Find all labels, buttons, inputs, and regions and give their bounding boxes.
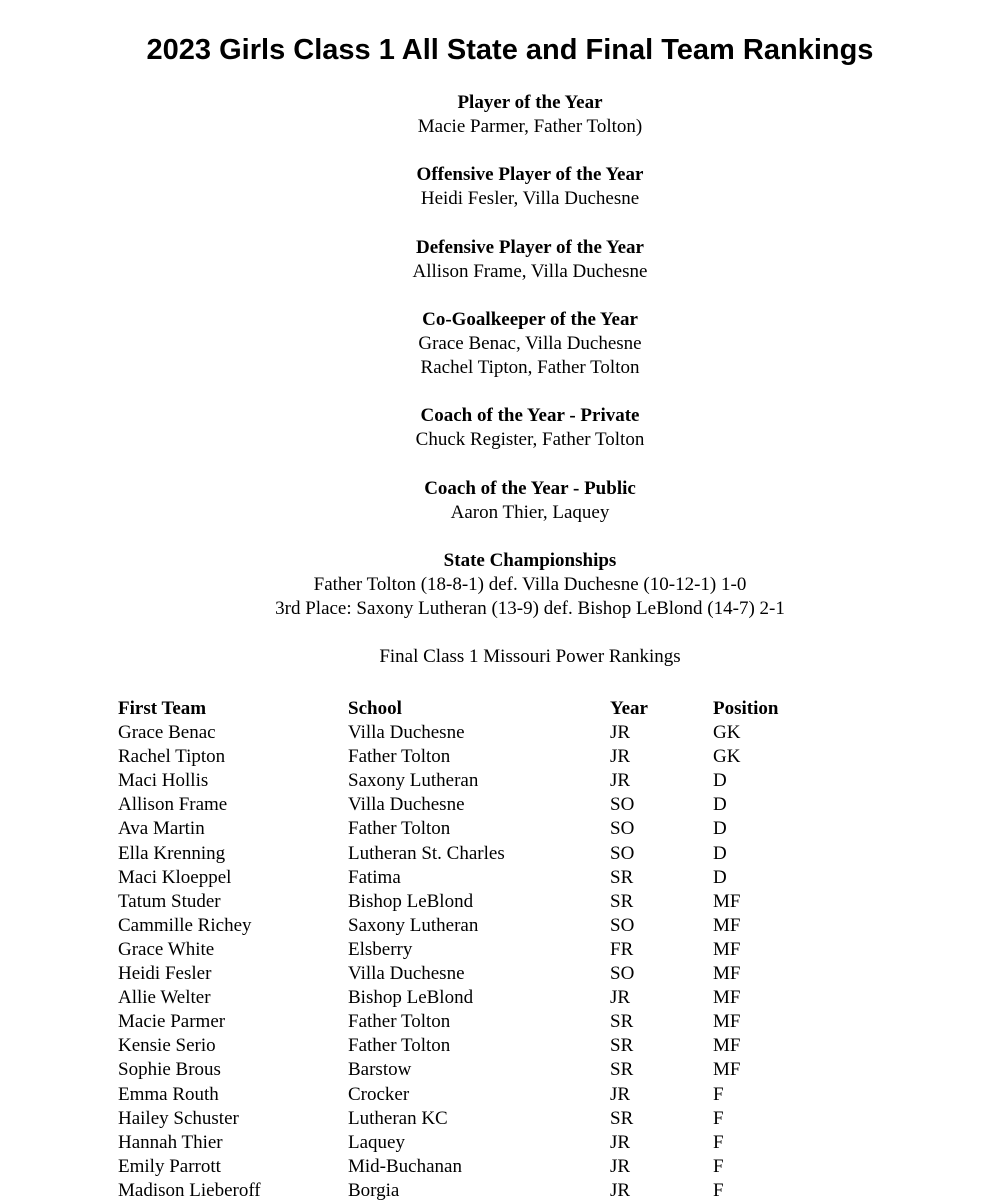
table-row — [118, 890, 813, 914]
position-cell: GK — [713, 746, 741, 768]
school-cell: Villa Duchesne — [348, 794, 465, 816]
position-cell: MF — [713, 987, 741, 1009]
position-cell: MF — [713, 1035, 741, 1057]
position-cell: MF — [713, 1011, 741, 1033]
player-name-cell: Hannah Thier — [118, 1131, 223, 1153]
school-cell: Villa Duchesne — [348, 722, 465, 744]
table-row — [118, 1034, 813, 1058]
position-cell: F — [713, 1179, 724, 1201]
player-name-cell: Tatum Studer — [118, 890, 221, 912]
position-cell: MF — [713, 963, 741, 985]
school-cell: Mid-Buchanan — [348, 1155, 462, 1177]
position-cell: F — [713, 1083, 724, 1105]
position-cell: MF — [713, 1059, 741, 1081]
year-cell: SO — [610, 794, 635, 816]
table-row — [118, 1083, 813, 1107]
year-cell: SO — [610, 963, 635, 985]
all-state-roster — [118, 697, 813, 1203]
year-cell: JR — [610, 770, 631, 792]
year-cell: SR — [610, 1035, 634, 1057]
table-row — [118, 1058, 813, 1082]
award-recipient: Father Tolton (18-8-1) def. Villa Duchesne (10-12-1) 1-0 — [313, 573, 747, 595]
player-name-cell: Maci Hollis — [118, 770, 209, 792]
player-name-cell: Kensie Serio — [118, 1035, 216, 1057]
award-heading: Offensive Player of the Year — [416, 164, 644, 186]
table-row — [118, 962, 813, 986]
award-recipient: Macie Parmer, Father Tolton) — [417, 116, 643, 138]
position-cell: D — [713, 794, 727, 816]
player-name-cell: Hailey Schuster — [118, 1107, 239, 1129]
table-row — [118, 793, 813, 817]
player-name-cell: Allison Frame — [118, 794, 228, 816]
school-cell: Saxony Lutheran — [348, 914, 479, 936]
award-recipient: Grace Benac, Villa Duchesne — [418, 332, 642, 354]
school-cell: Crocker — [348, 1083, 410, 1105]
year-cell: JR — [610, 1083, 631, 1105]
school-cell: Father Tolton — [348, 1011, 451, 1033]
player-name-cell: Cammille Richey — [118, 914, 252, 936]
award-block — [0, 477, 982, 525]
award-recipient: Chuck Register, Father Tolton — [415, 429, 645, 451]
table-row — [118, 721, 813, 745]
column-header-year: Year — [610, 698, 648, 719]
table-row — [118, 1107, 813, 1131]
player-name-cell: Grace Benac — [118, 722, 216, 744]
school-cell: Father Tolton — [348, 746, 451, 768]
awards-section — [0, 91, 982, 645]
position-cell: GK — [713, 722, 741, 744]
player-name-cell: Ella Krenning — [118, 842, 226, 864]
player-name-cell: Grace White — [118, 938, 215, 960]
position-cell: D — [713, 842, 727, 864]
award-block — [0, 163, 982, 211]
position-cell: D — [713, 866, 727, 888]
player-name-cell: Sophie Brous — [118, 1059, 221, 1081]
position-cell: D — [713, 818, 727, 840]
year-cell: SR — [610, 1107, 634, 1129]
position-cell: F — [713, 1107, 724, 1129]
player-name-cell: Macie Parmer — [118, 1011, 226, 1033]
position-cell: MF — [713, 890, 741, 912]
school-cell: Villa Duchesne — [348, 963, 465, 985]
rankings-note: Final Class 1 Missouri Power Rankings — [379, 646, 681, 667]
award-block — [0, 549, 982, 621]
year-cell: FR — [610, 938, 634, 960]
year-cell: SO — [610, 842, 635, 864]
year-cell: JR — [610, 1155, 631, 1177]
player-name-cell: Allie Welter — [118, 987, 211, 1009]
table-row — [118, 986, 813, 1010]
award-block — [0, 236, 982, 284]
position-cell: F — [713, 1131, 724, 1153]
school-cell: Father Tolton — [348, 818, 451, 840]
roster-header-row — [118, 697, 813, 721]
year-cell: SR — [610, 1011, 634, 1033]
year-cell: SR — [610, 890, 634, 912]
award-recipient: Aaron Thier, Laquey — [450, 501, 610, 523]
year-cell: JR — [610, 987, 631, 1009]
year-cell: JR — [610, 722, 631, 744]
year-cell: SR — [610, 1059, 634, 1081]
table-row — [118, 866, 813, 890]
player-name-cell: Madison Lieberoff — [118, 1179, 261, 1201]
year-cell: SO — [610, 818, 635, 840]
player-name-cell: Heidi Fesler — [118, 963, 212, 985]
award-heading: Co-Goalkeeper of the Year — [422, 308, 638, 330]
position-cell: F — [713, 1155, 724, 1177]
school-cell: Bishop LeBlond — [348, 890, 474, 912]
player-name-cell: Rachel Tipton — [118, 746, 226, 768]
award-recipient: 3rd Place: Saxony Lutheran (13-9) def. Bishop LeBlond (14-7) 2-1 — [275, 597, 785, 619]
year-cell: JR — [610, 1179, 631, 1201]
award-heading: Coach of the Year - Private — [420, 405, 640, 427]
school-cell: Bishop LeBlond — [348, 987, 474, 1009]
player-name-cell: Maci Kloeppel — [118, 866, 232, 888]
table-row — [118, 769, 813, 793]
table-row — [118, 1179, 813, 1203]
table-row — [118, 817, 813, 841]
table-row — [118, 1131, 813, 1155]
school-cell: Elsberry — [348, 938, 413, 960]
table-row — [118, 1155, 813, 1179]
column-header-first-team: First Team — [118, 698, 207, 719]
school-cell: Lutheran St. Charles — [348, 842, 505, 864]
school-cell: Lutheran KC — [348, 1107, 448, 1129]
table-row — [118, 842, 813, 866]
award-recipient: Rachel Tipton, Father Tolton — [420, 357, 640, 379]
award-block — [0, 308, 982, 380]
award-heading: Defensive Player of the Year — [416, 236, 644, 258]
year-cell: JR — [610, 1131, 631, 1153]
award-block — [0, 91, 982, 139]
column-header-school: School — [348, 698, 402, 719]
page-title: 2023 Girls Class 1 All State and Final Team Rankings — [146, 34, 874, 66]
position-cell: D — [713, 770, 727, 792]
school-cell: Fatima — [348, 866, 401, 888]
school-cell: Borgia — [348, 1179, 400, 1201]
player-name-cell: Emily Parrott — [118, 1155, 221, 1177]
player-name-cell: Emma Routh — [118, 1083, 219, 1105]
award-heading: Player of the Year — [457, 92, 603, 113]
position-cell: MF — [713, 938, 741, 960]
position-cell: MF — [713, 914, 741, 936]
award-heading: State Championships — [443, 549, 617, 571]
school-cell: Saxony Lutheran — [348, 770, 479, 792]
table-row — [118, 914, 813, 938]
year-cell: JR — [610, 746, 631, 768]
school-cell: Father Tolton — [348, 1035, 451, 1057]
school-cell: Laquey — [348, 1131, 405, 1153]
award-recipient: Heidi Fesler, Villa Duchesne — [420, 188, 640, 210]
table-row — [118, 745, 813, 769]
school-cell: Barstow — [348, 1059, 412, 1081]
award-heading: Coach of the Year - Public — [424, 477, 636, 499]
player-name-cell: Ava Martin — [118, 818, 205, 840]
year-cell: SR — [610, 866, 634, 888]
award-recipient: Allison Frame, Villa Duchesne — [412, 260, 648, 282]
award-block — [0, 404, 982, 452]
column-header-position: Position — [713, 698, 779, 719]
year-cell: SO — [610, 914, 635, 936]
table-row — [118, 938, 813, 962]
table-row — [118, 1010, 813, 1034]
